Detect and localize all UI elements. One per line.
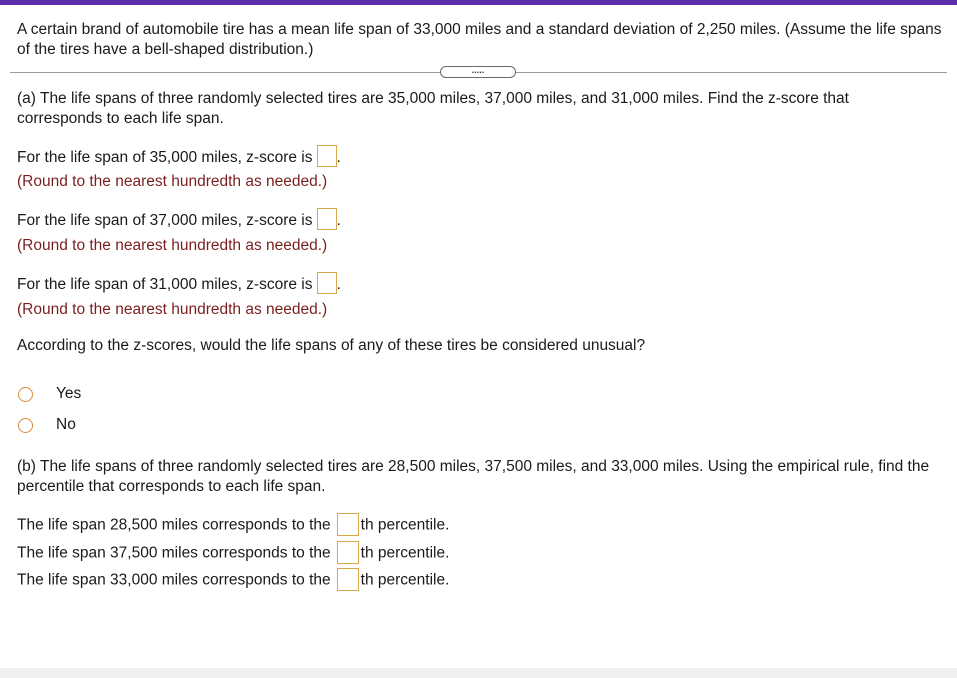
part-a-item-2-label: For the life span of 37,000 miles, z-score is — [17, 212, 313, 230]
option-yes[interactable] — [18, 385, 81, 403]
radio-no[interactable] — [18, 418, 33, 433]
footer-bar — [0, 668, 957, 678]
part-a-item-1-hint: (Round to the nearest hundredth as needed.) — [17, 173, 328, 190]
problem-intro: A certain brand of automobile tire has a mean life span of 33,000 miles and a standard deviation of 2,250 miles. (Assume the life spans of the tires have a bell-shaped distribution.) — [17, 21, 942, 58]
part-b-item-3-label: The life span 33,000 miles corresponds to the — [17, 571, 331, 589]
part-a-item-3-hint: (Round to the nearest hundredth as needed.) — [17, 301, 328, 318]
option-yes-label[interactable]: Yes — [56, 385, 82, 402]
zscore-37000-input[interactable] — [317, 208, 337, 230]
part-b-item-3 — [17, 569, 449, 592]
part-a-item-2-hint: (Round to the nearest hundredth as needed.) — [17, 237, 328, 254]
zscore-31000-input[interactable] — [317, 272, 337, 294]
option-no[interactable] — [18, 416, 76, 434]
part-a-item-3 — [17, 274, 341, 296]
expand-more-button[interactable] — [440, 66, 516, 78]
part-b-item-1 — [17, 514, 449, 537]
top-accent-bar — [0, 0, 957, 5]
part-b-item-2 — [17, 542, 449, 565]
part-a-item-2-suffix: . — [336, 212, 341, 230]
part-a-item-1 — [17, 147, 341, 169]
part-a-prompt: (a) The life spans of three randomly selected tires are 35,000 miles, 37,000 miles, and 31,000 miles. Find the z-score that corresponds to each life span. — [17, 90, 849, 127]
radio-yes[interactable] — [18, 387, 33, 402]
part-a-item-1-label: For the life span of 35,000 miles, z-score is — [17, 149, 313, 167]
part-b-item-3-suffix: th percentile. — [360, 571, 450, 589]
unusual-question: According to the z-scores, would the life spans of any of these tires be considered unusual? — [17, 337, 646, 354]
percentile-37500-input[interactable] — [337, 541, 359, 564]
zscore-35000-input[interactable] — [317, 145, 337, 167]
option-no-label[interactable]: No — [56, 416, 76, 433]
part-b-item-2-suffix: th percentile. — [360, 544, 450, 562]
part-b-item-2-label: The life span 37,500 miles corresponds to the — [17, 544, 331, 562]
ellipsis-icon: ..... — [471, 64, 485, 75]
part-b-item-1-suffix: th percentile. — [360, 516, 450, 534]
percentile-33000-input[interactable] — [337, 568, 359, 591]
part-a-item-3-suffix: . — [336, 276, 341, 294]
percentile-28500-input[interactable] — [337, 513, 359, 536]
part-b-item-1-label: The life span 28,500 miles corresponds to the — [17, 516, 331, 534]
part-a-item-2 — [17, 210, 341, 232]
part-a-item-1-suffix: . — [336, 149, 341, 167]
part-a-item-3-label: For the life span of 31,000 miles, z-score is — [17, 276, 313, 294]
part-b-prompt: (b) The life spans of three randomly selected tires are 28,500 miles, 37,500 miles, and 33,000 miles. Using the empirical rule, find the percentile that corresponds to each life span. — [17, 458, 930, 495]
